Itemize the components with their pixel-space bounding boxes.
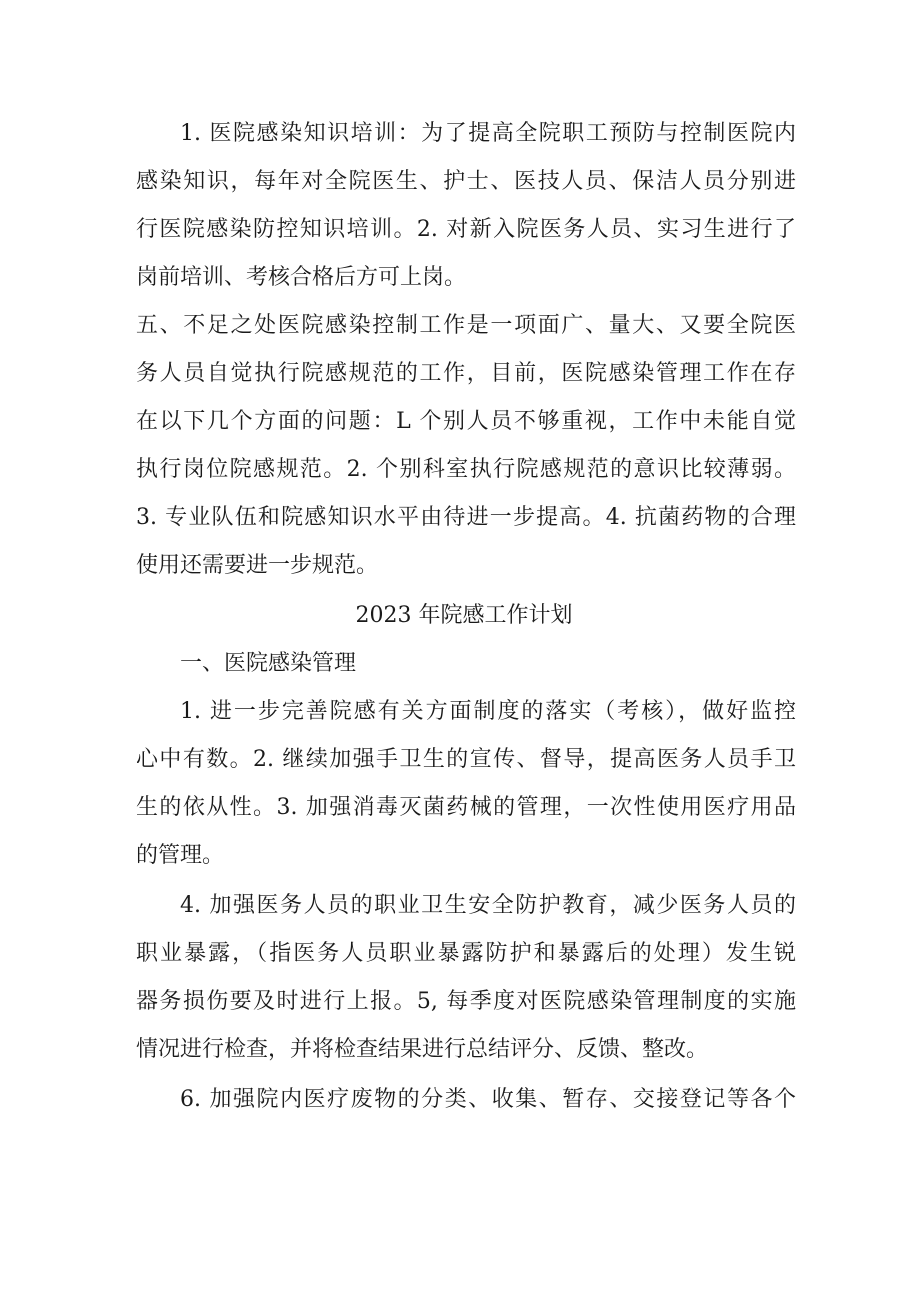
- para-plan-1-line-4: 的管理。: [136, 843, 225, 868]
- para-plan-4-line-4: 情况进行检查，并将检查结果进行总结评分、反馈、整改。: [136, 1037, 709, 1062]
- para-plan-4-line-1: 4. 加强医务人员的职业卫生安全防护教育，减少医务人员的: [180, 893, 796, 918]
- para-training-line-3: 行医院感染防控知识培训。2. 对新入院医务人员、实习生进行了: [136, 217, 796, 242]
- para-training-line-4: 岗前培训、考核合格后方可上岗。: [136, 265, 467, 290]
- para-shortcomings-line-2: 务人员自觉执行院感规范的工作，目前，医院感染管理工作在存: [136, 361, 796, 386]
- para-training-line-1: 1. 医院感染知识培训：为了提高全院职工预防与控制医院内: [180, 121, 796, 146]
- para-shortcomings-line-4: 执行岗位院感规范。2. 个别科室执行院感规范的意识比较薄弱。: [136, 457, 796, 482]
- para-training-line-2: 感染知识，每年对全院医生、护士、医技人员、保洁人员分别进: [136, 169, 796, 194]
- para-shortcomings-line-1: 五、不足之处医院感染控制工作是一项面广、量大、又要全院医: [136, 313, 796, 338]
- para-shortcomings-line-6: 使用还需要进一步规范。: [136, 553, 379, 578]
- para-shortcomings-line-5: 3. 专业队伍和院感知识水平由待进一步提高。4. 抗菌药物的合理: [136, 505, 796, 530]
- plan-title: 2023 年院感工作计划: [355, 603, 573, 628]
- para-shortcomings-line-3: 在以下几个方面的问题：L 个别人员不够重视，工作中未能自觉: [136, 409, 796, 434]
- para-plan-6-line-1: 6. 加强院内医疗废物的分类、收集、暂存、交接登记等各个: [180, 1087, 796, 1112]
- para-plan-4-line-3: 器务损伤要及时进行上报。5, 每季度对医院感染管理制度的实施: [136, 989, 796, 1014]
- para-plan-1-line-1: 1. 进一步完善院感有关方面制度的落实（考核），做好监控: [180, 699, 796, 724]
- para-plan-1-line-2: 心中有数。2. 继续加强手卫生的宣传、督导，提高医务人员手卫: [136, 747, 796, 772]
- section-heading: 一、医院感染管理: [180, 651, 357, 676]
- para-plan-4-line-2: 职业暴露，（指医务人员职业暴露防护和暴露后的处理）发生锐: [136, 941, 796, 966]
- para-plan-1-line-3: 生的依从性。3. 加强消毒灭菌药械的管理，一次性使用医疗用品: [136, 795, 796, 820]
